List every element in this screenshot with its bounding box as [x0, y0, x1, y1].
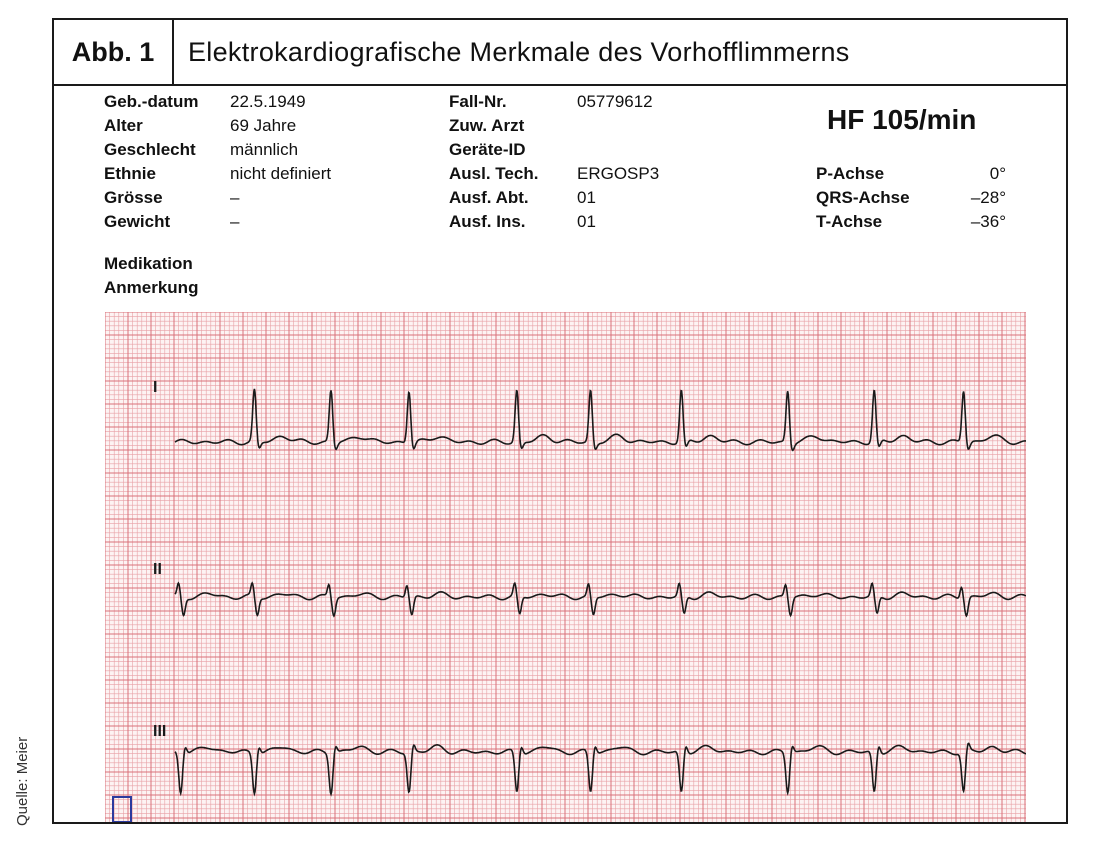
medication-label: Medikation [104, 254, 193, 273]
ecg-strip [105, 312, 1026, 822]
axis-value: –36° [970, 212, 1006, 231]
case-row [449, 138, 659, 162]
patient-row [104, 186, 331, 210]
field-value: 69 Jahre [230, 116, 297, 135]
axis-row [816, 186, 1006, 210]
patient-info [104, 90, 331, 234]
axis-row [816, 162, 1006, 186]
field-label: Gewicht [104, 212, 171, 231]
field-label: Geschlecht [104, 140, 196, 159]
field-value: 05779612 [577, 92, 653, 111]
field-value: – [230, 212, 240, 231]
case-info [449, 90, 659, 234]
field-label: Grösse [104, 188, 163, 207]
ecg-grid [105, 312, 1026, 822]
field-value: ERGOSP3 [577, 164, 660, 183]
patient-row [104, 138, 331, 162]
field-label: Geb.-datum [104, 92, 199, 111]
field-value: 01 [577, 212, 596, 231]
field-value: – [230, 188, 240, 207]
axis-label: QRS-Achse [816, 188, 910, 207]
lead-label-I: I [153, 379, 158, 396]
patient-row [104, 114, 331, 138]
field-label: Geräte-ID [449, 140, 526, 159]
lead-label-III: III [153, 723, 167, 740]
figure-header [54, 20, 1066, 86]
case-row [449, 186, 659, 210]
field-label: Ausf. Abt. [449, 188, 529, 207]
patient-row [104, 162, 331, 186]
axis-value: 0° [989, 164, 1006, 183]
notes [104, 252, 198, 300]
patient-row [104, 210, 331, 234]
case-row [449, 210, 659, 234]
source-credit: Quelle: Meier [14, 736, 31, 826]
patient-row [104, 90, 331, 114]
case-row [449, 162, 659, 186]
field-label: Alter [104, 116, 143, 135]
field-label: Fall-Nr. [449, 92, 507, 111]
figure-frame [52, 18, 1068, 824]
field-value: 22.5.1949 [230, 92, 306, 111]
axis-label: P-Achse [816, 164, 885, 183]
field-value: nicht definiert [230, 164, 332, 183]
field-value: 01 [577, 188, 596, 207]
case-row [449, 90, 659, 114]
case-row [449, 114, 659, 138]
axis-label: T-Achse [816, 212, 883, 231]
axis-row [816, 210, 1006, 234]
field-label: Ausl. Tech. [449, 164, 539, 183]
heart-rate: HF 105/min [827, 104, 977, 135]
figure-title: Elektrokardiografische Merkmale des Vorhofflimmerns [188, 36, 850, 67]
field-value: männlich [230, 140, 299, 159]
remark-label: Anmerkung [104, 278, 199, 297]
field-label: Zuw. Arzt [449, 116, 525, 135]
field-label: Ausf. Ins. [449, 212, 526, 231]
field-label: Ethnie [104, 164, 156, 183]
axis-value: –28° [970, 188, 1006, 207]
figure-label: Abb. 1 [54, 20, 174, 84]
lead-label-II: II [153, 561, 162, 578]
axis-values [816, 162, 1006, 234]
